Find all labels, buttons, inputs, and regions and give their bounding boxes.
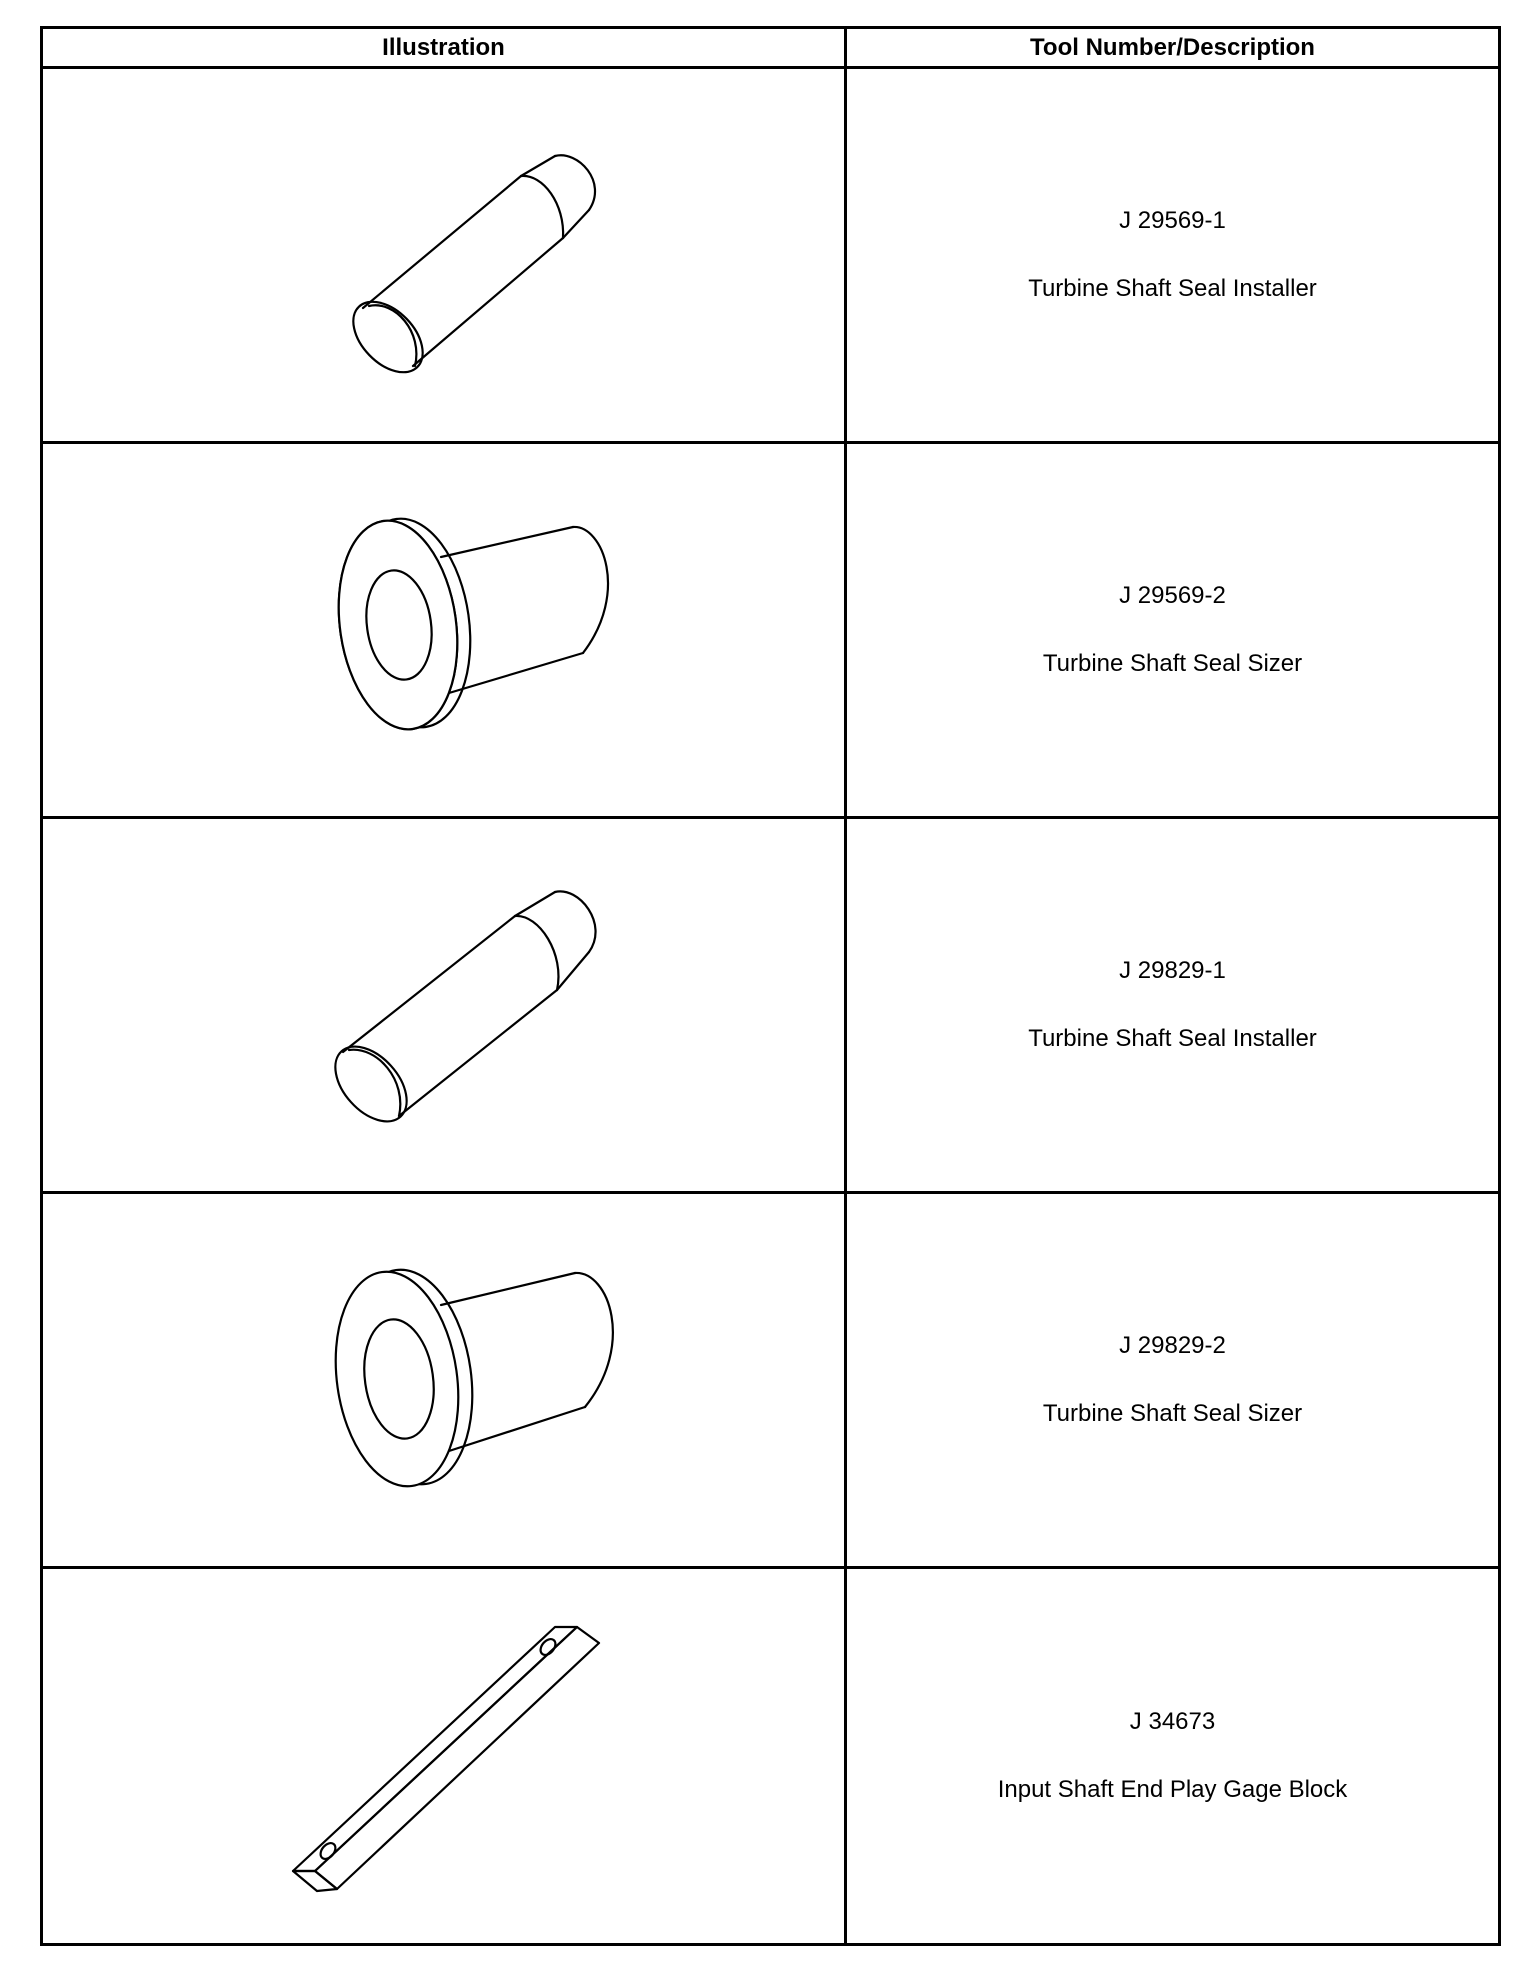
tool-description: Turbine Shaft Seal Installer	[1028, 275, 1317, 302]
gage-block-tool-icon	[43, 1571, 847, 1941]
description-cell	[846, 1193, 1500, 1568]
tool-description: Input Shaft End Play Gage Block	[997, 1776, 1348, 1803]
illustration-cell	[42, 443, 846, 818]
illustration-cell	[42, 818, 846, 1193]
seal-installer-tool-icon	[43, 70, 847, 440]
illustration-header: Illustration	[42, 28, 846, 68]
tool-description: Turbine Shaft Seal Installer	[1028, 1025, 1317, 1052]
illustration-cell	[42, 68, 846, 443]
tool-number: J 29569-2	[1119, 582, 1226, 609]
table-row	[42, 443, 1500, 818]
table-row	[42, 818, 1500, 1193]
table-row	[42, 1193, 1500, 1568]
table-row	[42, 1568, 1500, 1945]
tool-number: J 29829-1	[1119, 957, 1226, 984]
description-cell	[846, 818, 1500, 1193]
description-cell	[846, 1568, 1500, 1945]
table-row	[42, 68, 1500, 443]
description-cell	[846, 443, 1500, 818]
seal-sizer-tool-icon	[43, 445, 847, 815]
tool-number: J 34673	[1129, 1708, 1216, 1735]
tool-number: J 29829-2	[1119, 1332, 1226, 1359]
seal-installer-tool-icon	[43, 820, 847, 1190]
illustration-cell	[42, 1568, 846, 1945]
tool-table	[40, 26, 1501, 1946]
seal-sizer-tool-icon	[43, 1195, 847, 1565]
tool-number: J 29569-1	[1119, 207, 1226, 234]
table-header-row	[42, 28, 1500, 68]
illustration-cell	[42, 1193, 846, 1568]
description-header: Tool Number/Description	[846, 28, 1500, 68]
description-cell	[846, 68, 1500, 443]
tool-description: Turbine Shaft Seal Sizer	[1042, 1400, 1303, 1427]
tool-description: Turbine Shaft Seal Sizer	[1042, 650, 1303, 677]
